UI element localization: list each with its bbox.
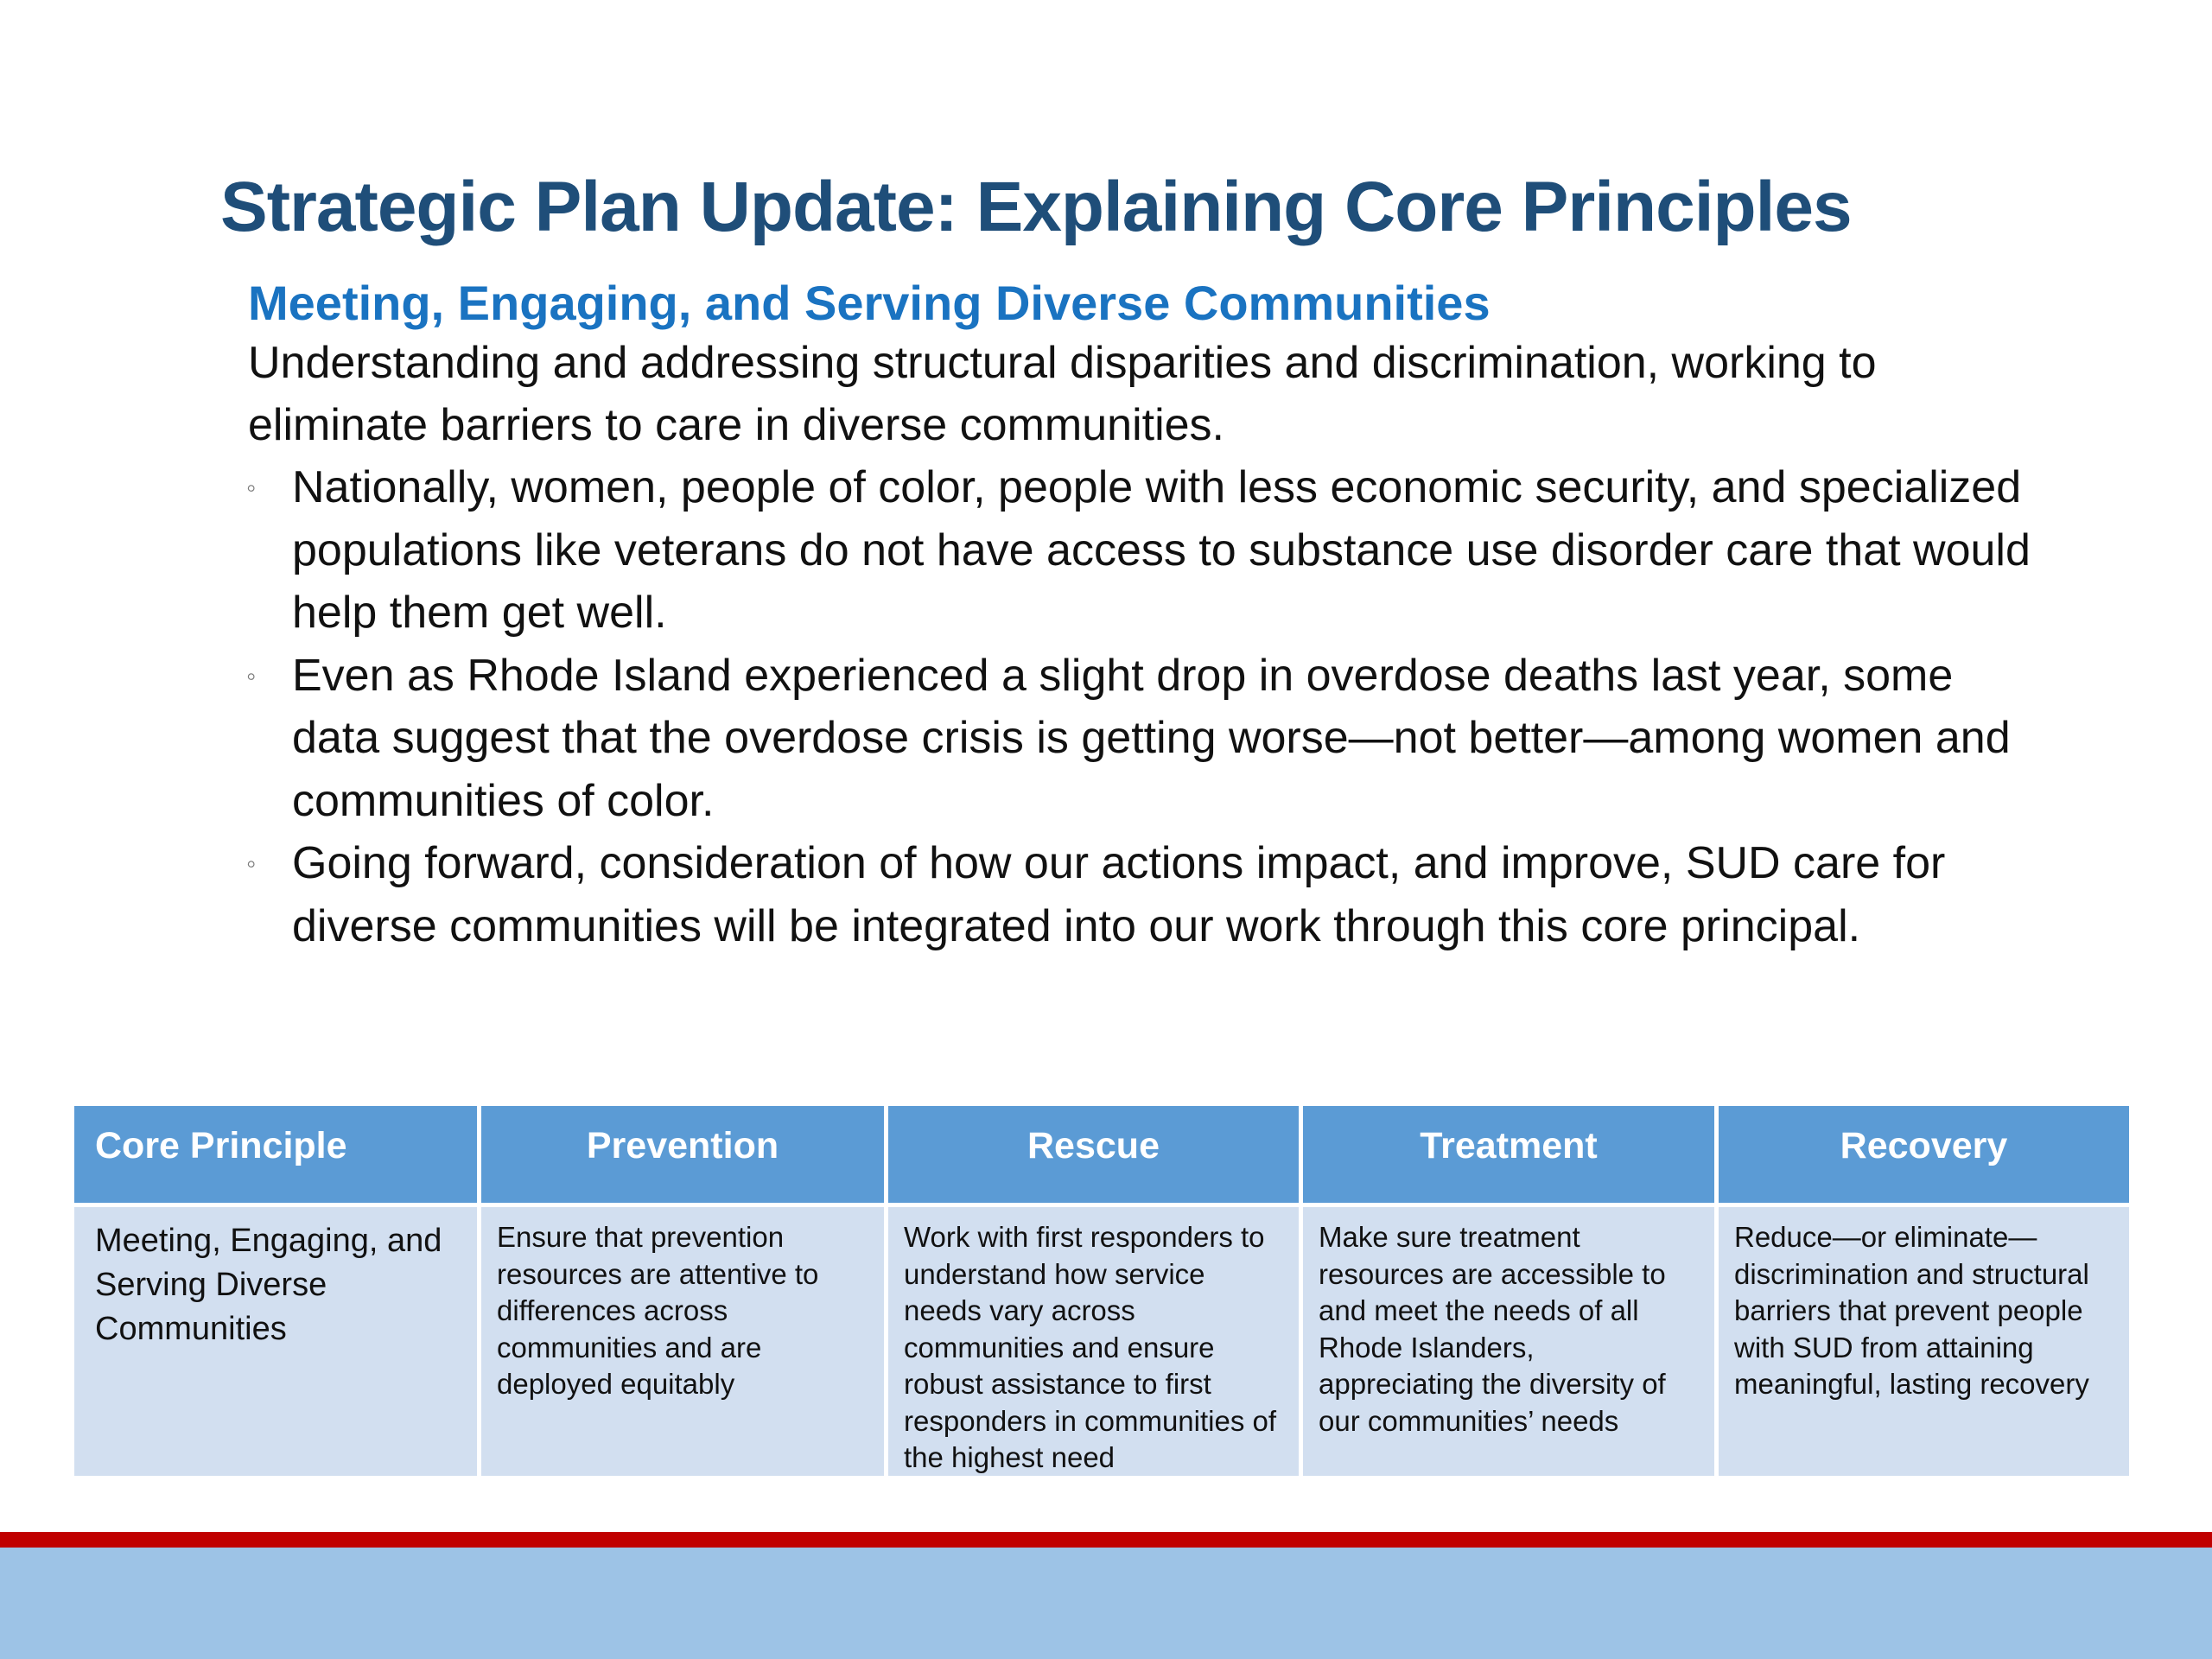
bullet-text: Even as Rhode Island experienced a slight drop in overdose deaths last year, some data suggest that the overdose crisis is getting worse—not better—among women and communities of color. — [292, 650, 2011, 826]
core-principles-table — [74, 1106, 2129, 1476]
header-treatment: Treatment — [1303, 1106, 1714, 1203]
cell-prevention: Ensure that prevention resources are attentive to differences across communities and are deployed equitably — [481, 1207, 884, 1476]
bullet-item — [248, 832, 2045, 957]
header-recovery: Recovery — [1719, 1106, 2129, 1203]
header-core-principle: Core Principle — [74, 1106, 477, 1203]
principle-subtitle: Meeting, Engaging, and Serving Diverse Communities — [248, 276, 1491, 330]
footer-accent-line — [0, 1532, 2212, 1548]
hollow-circle-bullet-icon: ◦ — [246, 472, 257, 503]
header-rescue: Rescue — [888, 1106, 1299, 1203]
bullet-list — [248, 456, 2045, 957]
cell-core-principle: Meeting, Engaging, and Serving Diverse Communities — [74, 1207, 477, 1476]
bullet-text: Going forward, consideration of how our actions impact, and improve, SUD care for diverse communities will be integrated into our work through this core principal. — [292, 838, 1946, 951]
hollow-circle-bullet-icon: ◦ — [246, 659, 257, 691]
bullet-item — [248, 456, 2045, 645]
hollow-circle-bullet-icon: ◦ — [246, 848, 257, 879]
principle-intro: Understanding and addressing structural disparities and discrimination, working to eliminate barriers to care in diverse communities. — [248, 338, 1877, 450]
header-prevention: Prevention — [481, 1106, 884, 1203]
bullet-item — [248, 645, 2045, 833]
cell-treatment: Make sure treatment resources are accessible to and meet the needs of all Rhode Islanders, appreciating the diversity of our communities’ needs — [1303, 1207, 1714, 1476]
slide-title: Strategic Plan Update: Explaining Core Principles — [220, 168, 1852, 246]
cell-rescue: Work with first responders to understand how service needs vary across communities and ensure robust assistance to first responders in communities of the highest need — [888, 1207, 1299, 1476]
cell-recovery: Reduce—or eliminate—discrimination and structural barriers that prevent people with SUD from attaining meaningful, lasting recovery — [1719, 1207, 2129, 1476]
footer-band — [0, 1548, 2212, 1659]
principle-section — [248, 275, 2045, 957]
bullet-text: Nationally, women, people of color, people with less economic security, and specialized populations like veterans do not have access to substance use disorder care that would help them get well. — [292, 462, 2031, 638]
